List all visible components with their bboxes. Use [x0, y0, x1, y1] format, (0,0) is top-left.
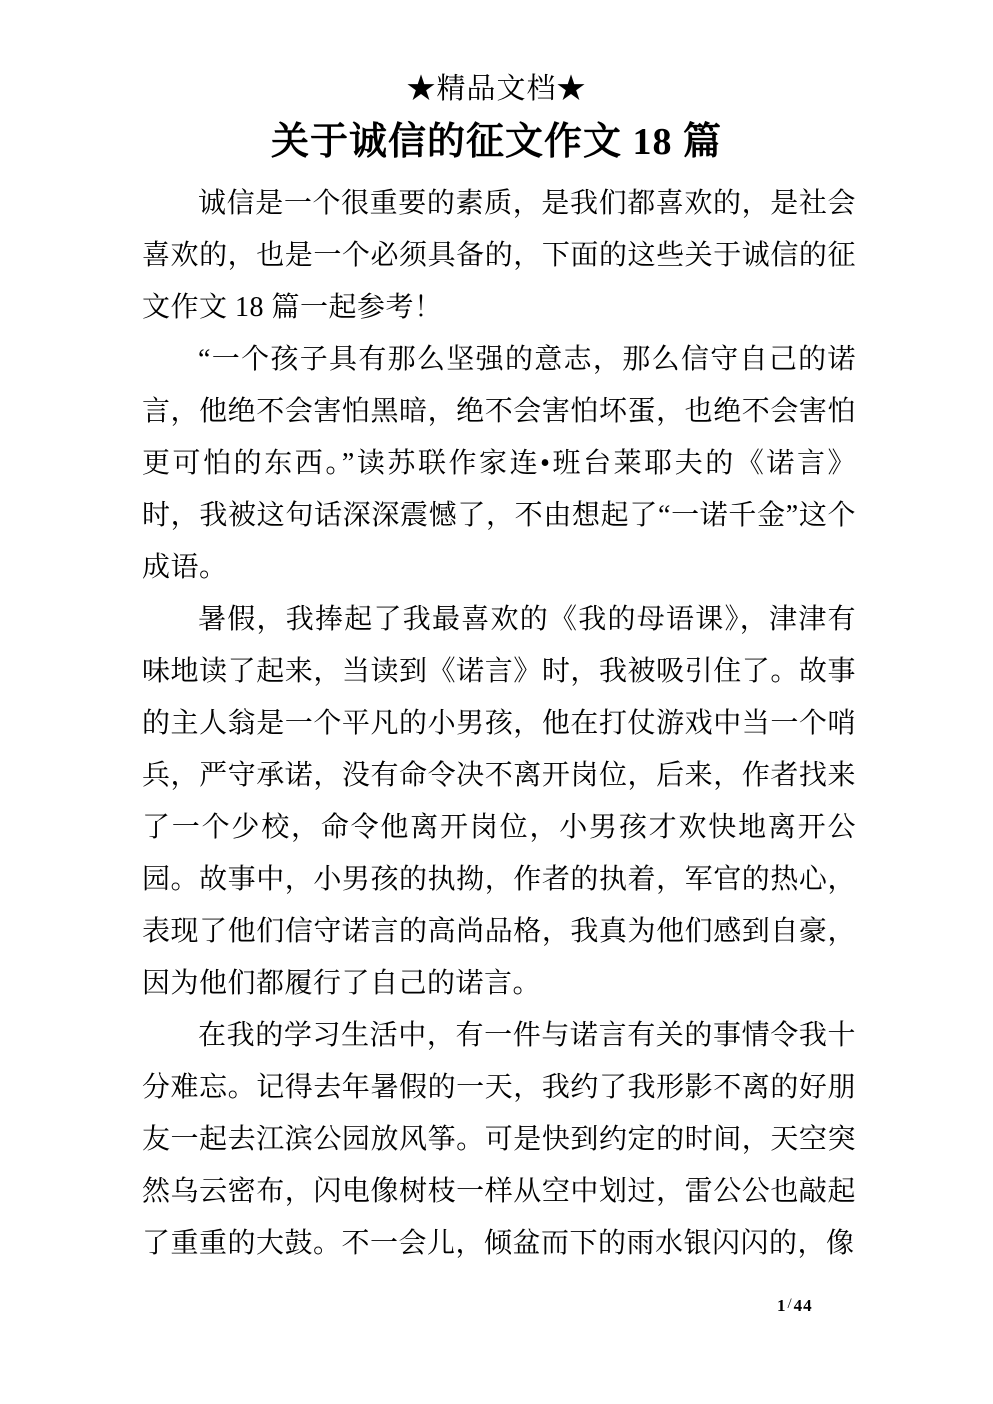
- paragraph-personal: 在我的学习生活中，有一件与诺言有关的事情令我十分难忘。记得去年暑假的一天，我约了我形影不离的好朋友一起去江滨公园放风筝。可是快到约定的时间，天空突然乌云密布，闪电像树枝一样从空中划过，雷公公也敲起了重重的大鼓。不一会儿，倾盆而下的雨水银闪闪的，像: [142, 1020, 856, 1259]
- page-number-separator: /: [787, 1296, 793, 1312]
- page-number: [777, 1296, 813, 1316]
- paragraph-intro: 诚信是一个很重要的素质，是我们都喜欢的，是社会喜欢的，也是一个必须具备的，下面的这些关于诚信的征文作文 18 篇一起参考！: [142, 188, 856, 323]
- paragraph-story: 暑假，我捧起了我最喜欢的《我的母语课》，津津有味地读了起来，当读到《诺言》时，我被吸引住了。故事的主人翁是一个平凡的小男孩，他在打仗游戏中当一个哨兵，严守承诺，没有命令决不离开岗位，后来，作者找来了一个少校，命令他离开岗位，小男孩才欢快地离开公园。故事中，小男孩的执拗，作者的执着，军官的热心，表现了他们信守诺言的高尚品格，我真为他们感到自豪，因为他们都履行了自己的诺言。: [142, 604, 856, 999]
- page-title: 关于诚信的征文作文 18 篇: [270, 121, 722, 163]
- paragraph-quote: “一个孩子具有那么坚强的意志，那么信守自己的诺言，他绝不会害怕黑暗，绝不会害怕坏蛋，也绝不会害怕更可怕的东西。”读苏联作家连•班台莱耶夫的《诺言》时，我被这句话深深震憾了，不由想起了“一诺千金”这个成语。: [142, 344, 856, 583]
- page-number-current: 1: [777, 1296, 787, 1315]
- document-header: ★精品文档★: [406, 73, 587, 105]
- document-body: [142, 178, 856, 1270]
- page-number-total: 44: [793, 1296, 813, 1315]
